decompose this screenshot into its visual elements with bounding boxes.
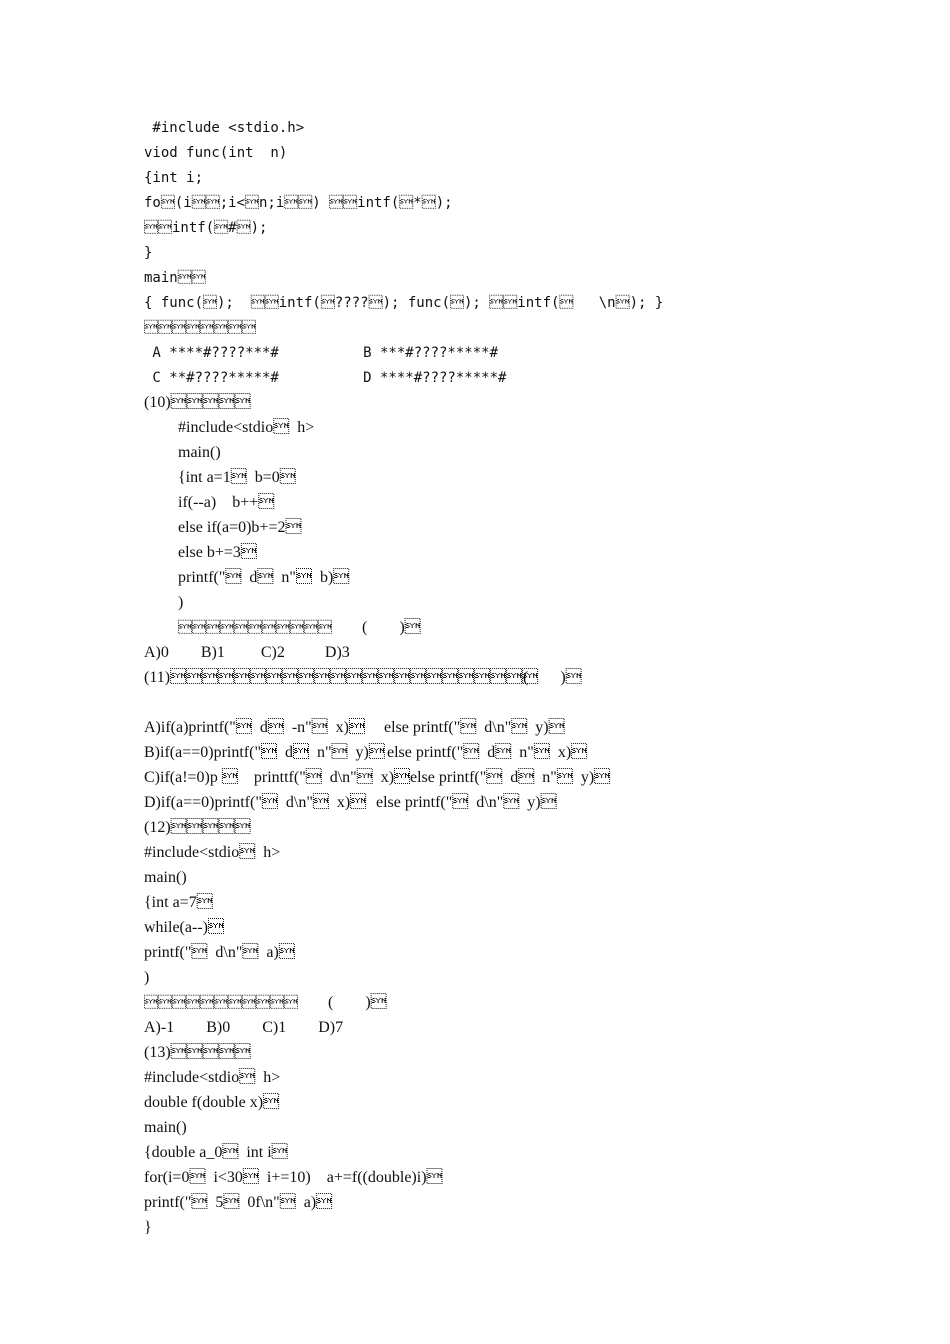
option-a-else: else printf(" d\n" y) (384, 719, 565, 736)
option-d-else: else printf(" d\n" y) (376, 794, 557, 811)
code-line: main (144, 270, 206, 286)
code-line: main() (144, 869, 187, 886)
code-line: printf(" d n" b) (178, 569, 350, 586)
question-number: (12) (144, 819, 251, 836)
code-line: else b+=3 (178, 544, 257, 561)
option-d: D)if(a==0)printf(" d\n" x) (144, 794, 367, 811)
answer-options: C **#????*****# D ****#????*****# (144, 370, 507, 386)
question-number: (11) (144, 669, 539, 686)
option-a: A)if(a)printf(" d -n" x) (144, 719, 366, 736)
question-prompt:  (144, 320, 256, 336)
code-line: intf(#); (144, 220, 268, 236)
code-line: double f(double x) (144, 1094, 280, 1111)
code-line: } (144, 1219, 152, 1236)
code-line: if(--a) b++ (178, 494, 275, 511)
answer-blank: ( ) (523, 669, 582, 686)
code-line: { func(); intf(????); func(); intf( \n); } (144, 295, 664, 311)
code-line: #include <stdio.h> (144, 120, 305, 136)
question-number: (10) (144, 394, 251, 411)
code-line: printf(" 5 0f\n" a) (144, 1194, 333, 1211)
code-line: fo(i;i<n;i) intf(*); (144, 195, 453, 211)
code-line: viod func(int n) (144, 145, 288, 161)
answer-blank: ( ) (328, 994, 387, 1011)
question-prompt:  (178, 620, 332, 636)
code-line: #include<stdio h> (144, 844, 281, 861)
code-line: ) (178, 594, 184, 611)
code-line: {int a=1 b=0 (178, 469, 296, 486)
code-line: {int i; (144, 170, 204, 186)
code-line: ) (144, 969, 150, 986)
option-c-else: else printf(" d n" y) (410, 769, 611, 786)
code-line: main() (144, 1119, 187, 1136)
code-line: #include<stdio h> (144, 1069, 281, 1086)
option-c: C)if(a!=0)p  printtf(" d\n" x) (144, 769, 411, 786)
answer-blank: ( ) (362, 619, 421, 636)
code-line: main() (178, 444, 221, 461)
answer-options: A ****#????***# B ***#????*****# (144, 345, 499, 361)
code-line: printf(" d\n" a) (144, 944, 295, 961)
answer-options: A)0 B)1 C)2 D)3 (144, 644, 350, 661)
option-b-else: else printf(" d n" x) (387, 744, 588, 761)
code-line: for(i=0 i<30 i+=10) a+=f((double)i) (144, 1169, 443, 1186)
code-line: {double a_0 int i (144, 1144, 288, 1161)
code-line: } (144, 245, 153, 261)
code-line: else if(a=0)b+=2 (178, 519, 302, 536)
answer-options: A)-1 B)0 C)1 D)7 (144, 1019, 344, 1036)
code-line: while(a--) (144, 919, 224, 936)
code-line: {int a=7 (144, 894, 213, 911)
question-number: (13) (144, 1044, 251, 1061)
option-b: B)if(a==0)printf(" d n" y) (144, 744, 385, 761)
question-prompt:  (144, 995, 298, 1011)
code-line: #include<stdio h> (178, 419, 315, 436)
